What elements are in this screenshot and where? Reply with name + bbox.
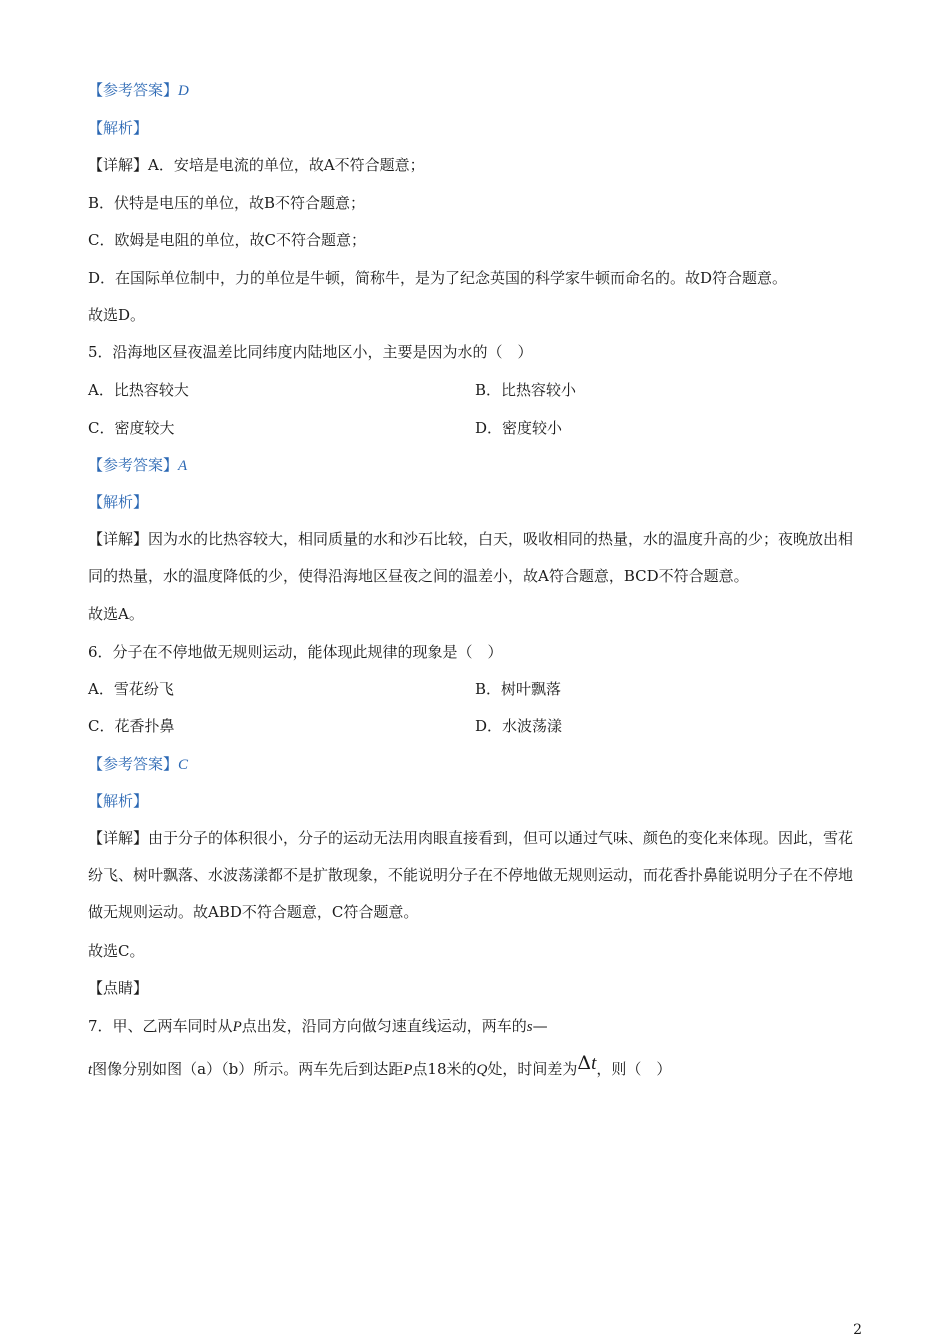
option-text: 比热容较大	[113, 381, 189, 399]
q4-answer	[88, 80, 189, 101]
q6-stem: 6．分子在不停地做无规则运动，能体现此规律的现象是（ ）	[88, 643, 503, 661]
detail-label: 【详解】	[88, 156, 149, 174]
q6-comment-label: 【点睛】	[88, 979, 149, 997]
var-q: Q	[476, 1062, 488, 1078]
option-label: C．	[88, 717, 115, 735]
q5-stem: 5．沿海地区昼夜温差比同纬度内陆地区小，主要是因为水的（ ）	[88, 343, 533, 361]
answer-value: A	[178, 458, 188, 474]
stem-text: 点18米的	[412, 1060, 477, 1078]
option-label: B．	[475, 381, 502, 399]
var-p: P	[403, 1062, 413, 1078]
q5-option-c	[88, 418, 175, 438]
q4-conclusion: 故选D。	[88, 306, 146, 324]
stem-text: 点出发，沿同方向做匀速直线运动，两车的	[241, 1017, 527, 1035]
q5-option-b	[475, 380, 576, 400]
option-label: C．	[88, 419, 115, 437]
q6-option-c	[88, 716, 175, 736]
q6-option-a	[88, 679, 174, 699]
q7-stem-line2	[88, 1052, 672, 1080]
var-s: s	[526, 1019, 533, 1035]
q5-answer	[88, 455, 187, 476]
q5-detail	[88, 521, 860, 595]
var-t: t	[88, 1062, 93, 1078]
q6-detail	[88, 820, 860, 931]
var-p: P	[232, 1019, 242, 1035]
option-label: D．	[475, 419, 503, 437]
option-text: 密度较大	[114, 419, 175, 437]
q7-stem-line1	[88, 1016, 548, 1037]
question-number: 7．	[88, 1017, 113, 1035]
option-text: 密度较小	[502, 419, 563, 437]
detail-text: 由于分子的体积很小，分子的运动无法用肉眼直接看到，但可以通过气味、颜色的变化来体现。因此，雪花纷飞、树叶飘落、水波荡漾都不是扩散现象，不能说明分子在不停地做无规则运动，而花香扑鼻能说明分子在不停地做无规则运动。故ABD不符合题意，C符合题意。	[88, 829, 854, 921]
stem-text: 甲、乙两车同时从	[112, 1017, 233, 1035]
stem-text: 图像分别如图（a）（b）所示。两车先后到达距	[92, 1060, 404, 1078]
q5-option-d	[475, 418, 562, 438]
q6-answer	[88, 754, 188, 775]
q6-analysis-label: 【解析】	[88, 792, 149, 810]
q6-conclusion: 故选C。	[88, 942, 145, 960]
option-label: D．	[475, 717, 503, 735]
option-label: A．	[88, 381, 114, 399]
answer-label: 【参考答案】	[88, 456, 179, 474]
option-text: 树叶飘落	[501, 680, 562, 698]
q5-analysis-label: 【解析】	[88, 493, 149, 511]
q5-option-a	[88, 380, 189, 400]
q4-detail-b: B．伏特是电压的单位，故B不符合题意；	[88, 194, 366, 212]
detail-text: 因为水的比热容较大，相同质量的水和沙石比较，白天，吸收相同的热量，水的温度升高的少；夜晚放出相同的热量，水的温度降低的少，使得沿海地区昼夜之间的温差小，故A符合题意，BCD不符合题意。	[88, 530, 854, 585]
delta-symbol: Δ	[577, 1052, 592, 1074]
q4-detail-c: C．欧姆是电阻的单位，故C不符合题意；	[88, 231, 366, 249]
dash: —	[532, 1017, 548, 1035]
option-text: 水波荡漾	[502, 717, 563, 735]
q4-analysis-label: 【解析】	[88, 119, 149, 137]
q6-option-b	[475, 679, 561, 699]
detail-label: 【详解】	[88, 530, 149, 548]
answer-label: 【参考答案】	[88, 755, 179, 773]
option-text: 花香扑鼻	[114, 717, 175, 735]
answer-label: 【参考答案】	[88, 81, 179, 99]
q4-detail-a	[88, 155, 425, 175]
page-number: 2	[853, 1322, 862, 1338]
q5-conclusion: 故选A。	[88, 605, 144, 623]
option-text: 比热容较小	[501, 381, 577, 399]
detail-text: A．安培是电流的单位，故A不符合题意；	[148, 156, 425, 174]
stem-text: ，则（ ）	[596, 1060, 672, 1078]
answer-value: D	[178, 83, 189, 99]
option-label: A．	[88, 680, 114, 698]
answer-value: C	[178, 757, 189, 773]
stem-text: 处，时间差为	[487, 1060, 578, 1078]
q6-option-d	[475, 716, 562, 736]
q4-detail-d: D．在国际单位制中，力的单位是牛顿，简称牛，是为了纪念英国的科学家牛顿而命名的。故D符合题意。	[88, 269, 788, 287]
var-t: t	[591, 1053, 597, 1074]
option-label: B．	[475, 680, 502, 698]
detail-label: 【详解】	[88, 829, 149, 847]
option-text: 雪花纷飞	[113, 680, 174, 698]
